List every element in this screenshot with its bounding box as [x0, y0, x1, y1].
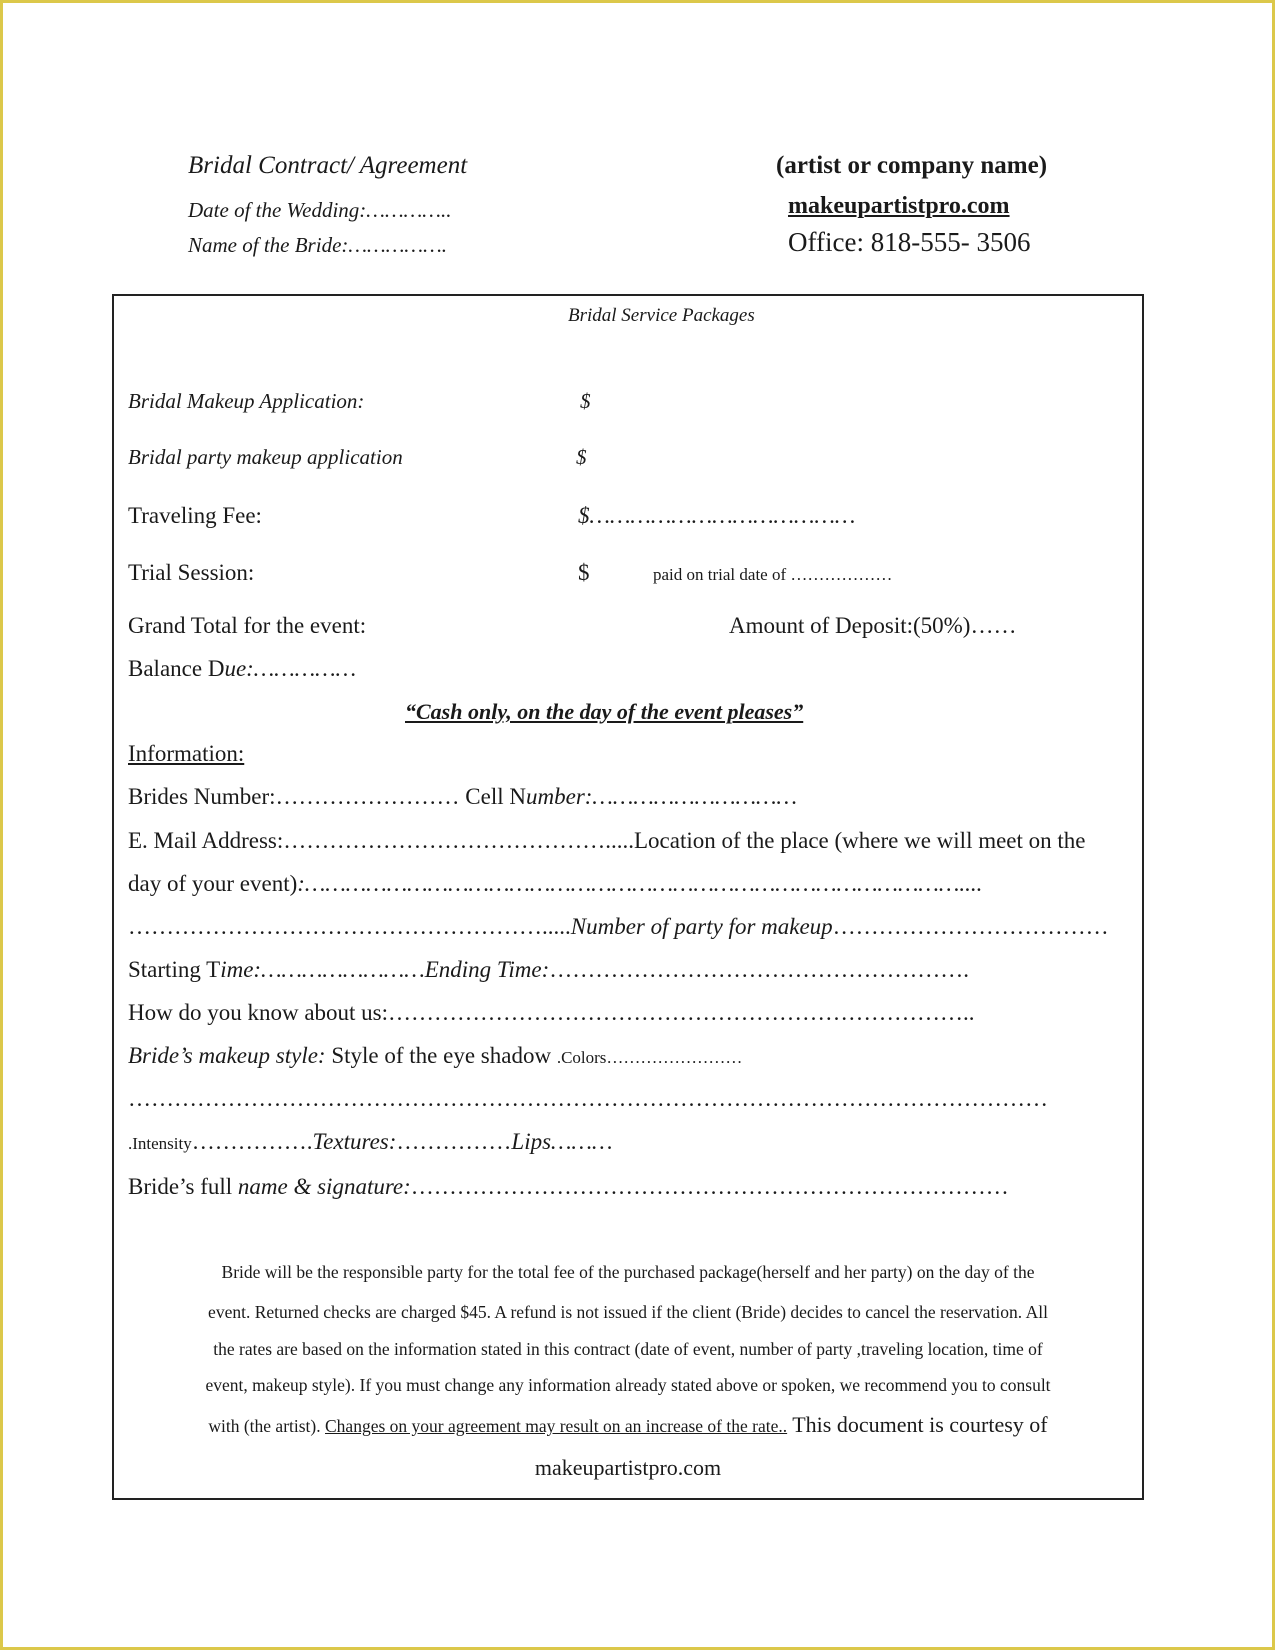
- information-heading: Information:: [128, 741, 245, 766]
- trial-session-label: Trial Session:: [128, 560, 255, 585]
- traveling-fee-amount[interactable]: $…………………………………: [578, 503, 856, 528]
- bride-name-field[interactable]: Name of the Bride:…………….: [188, 233, 447, 257]
- deposit-field[interactable]: Amount of Deposit:(50%)……: [729, 613, 1017, 638]
- start-end-time-field[interactable]: Starting Time:……………………Ending Time:……………………………………………….: [128, 957, 970, 982]
- contract-title: Bridal Contract/ Agreement: [188, 152, 468, 179]
- email-location-field[interactable]: E. Mail Address:…………………………………….....Location of the place (where we will meet on the: [128, 828, 1086, 853]
- rate-change-warning: Changes on your agreement may result on an increase of the rate..: [325, 1416, 788, 1436]
- terms-line-1: Bride will be the responsible party for the total fee of the purchased package(herself and her party) on the day of the: [221, 1262, 1035, 1282]
- terms-line-4: event, makeup style). If you must change any information already stated above or spoken, we recommend you to consult: [205, 1375, 1051, 1395]
- traveling-fee-label: Traveling Fee:: [128, 503, 262, 528]
- brides-number-field[interactable]: Brides Number:…………………… Cell Number:…………………………: [128, 784, 797, 809]
- makeup-application-label: Bridal Makeup Application:: [128, 389, 365, 413]
- packages-heading: Bridal Service Packages: [568, 305, 755, 326]
- makeup-application-amount[interactable]: $: [580, 389, 591, 413]
- terms-line-2: event. Returned checks are charged $45. A refund is not issued if the client (Bride) decides to cancel the reservation. All: [208, 1302, 1048, 1322]
- party-makeup-amount[interactable]: $: [576, 445, 587, 469]
- office-phone: Office: 818-555- 3506: [788, 227, 1031, 257]
- courtesy-website: makeupartistpro.com: [534, 1455, 722, 1480]
- party-number-field[interactable]: ……………………………………………….....Number of party for makeup………………………………: [128, 914, 1109, 939]
- party-makeup-label: Bridal party makeup application: [128, 445, 403, 469]
- company-name: (artist or company name): [776, 152, 1048, 179]
- terms-line-5: with (the artist). Changes on your agreement may result on an increase of the rate.. This document is courtesy of: [208, 1412, 1048, 1437]
- signature-field[interactable]: Bride’s full name & signature:……………………………………………………………………: [128, 1174, 1009, 1199]
- intensity-textures-lips-field[interactable]: .Intensity…………….Textures:……………Lips………: [128, 1129, 613, 1154]
- wedding-date-field[interactable]: Date of the Wedding:…………..: [188, 198, 452, 222]
- colors-continuation-field[interactable]: …………………………………………………………………………………………………………: [128, 1086, 1048, 1111]
- terms-line-3: the rates are based on the information stated in this contract (date of event, number of party ,traveling location, time of: [213, 1339, 1043, 1359]
- grand-total-label: Grand Total for the event:: [128, 613, 367, 638]
- event-location-field[interactable]: day of your event):……………………………………………………………………………………....: [128, 871, 983, 896]
- trial-date-field[interactable]: paid on trial date of ………………: [653, 565, 893, 584]
- cash-only-notice: “Cash only, on the day of the event pleases”: [405, 699, 804, 724]
- referral-field[interactable]: How do you know about us:…………………………………………………………………..: [128, 1000, 975, 1025]
- balance-due-field[interactable]: Balance Due:……………: [128, 656, 357, 681]
- trial-session-amount[interactable]: $: [578, 560, 590, 585]
- makeup-style-field[interactable]: Bride’s makeup style: Style of the eye shadow .Colors……………………: [128, 1043, 743, 1068]
- website-link[interactable]: makeupartistpro.com: [788, 193, 1010, 219]
